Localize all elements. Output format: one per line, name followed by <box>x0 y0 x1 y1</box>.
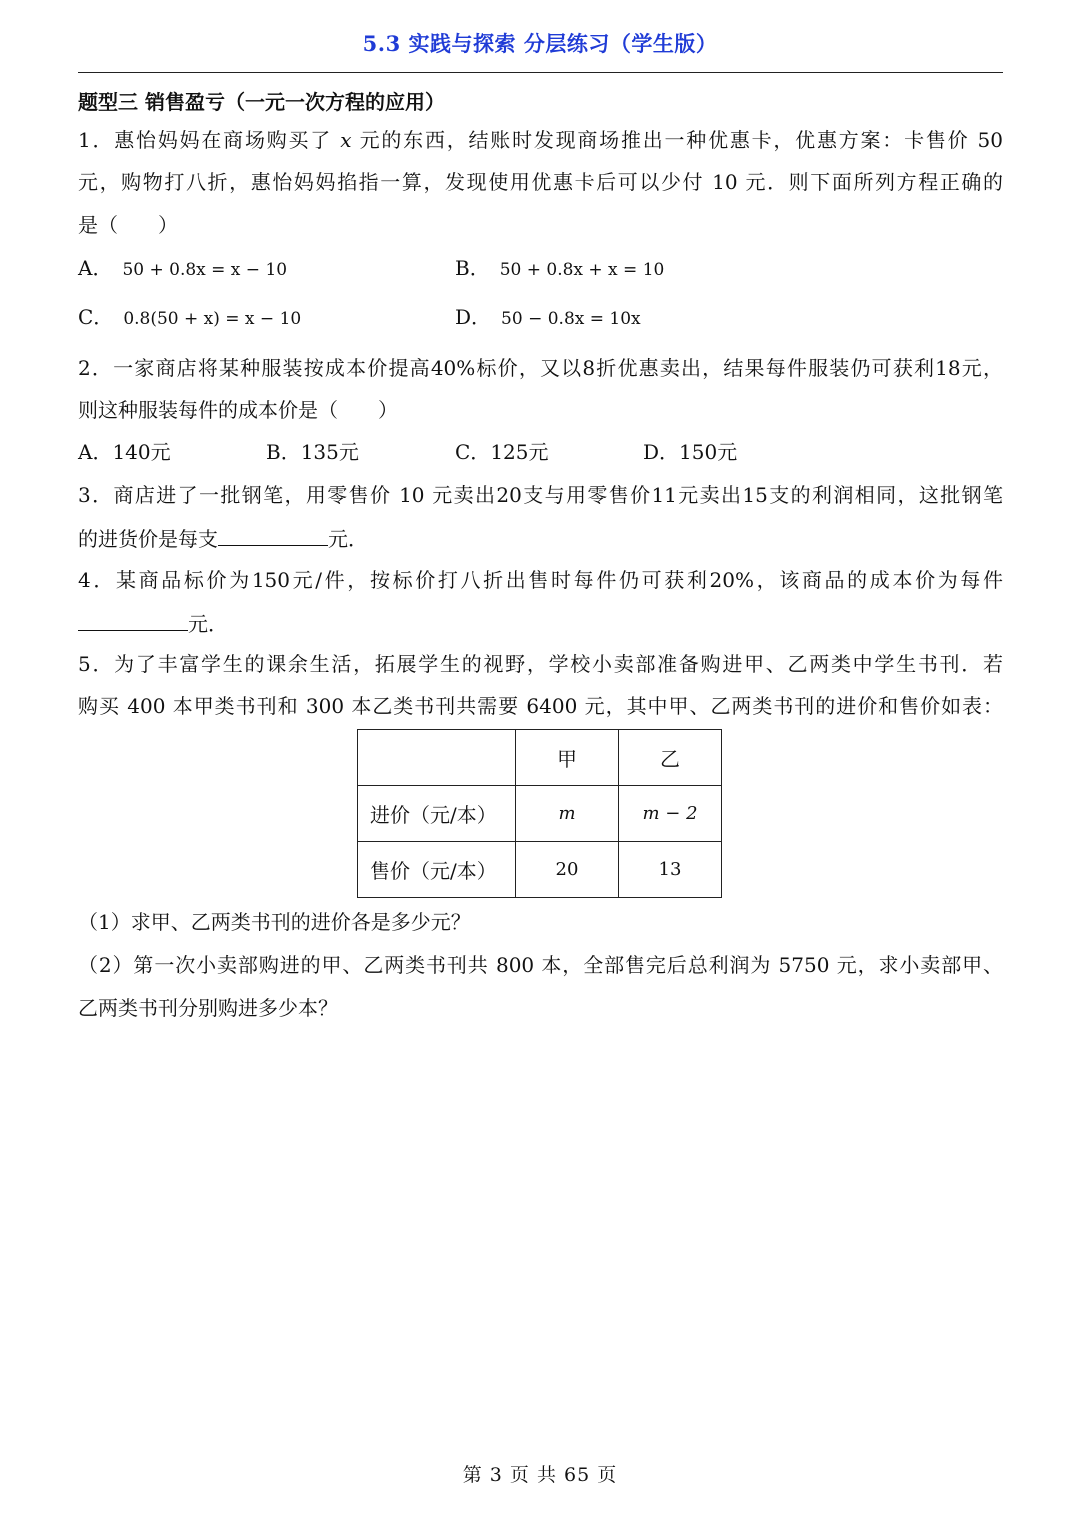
price-table <box>357 729 722 898</box>
q1-line-1 <box>78 126 1003 154</box>
option-value: 125元 <box>490 440 549 464</box>
option-value: 135元 <box>300 440 359 464</box>
option-expression: 0.8(50 + x) = x − 10 <box>123 309 302 329</box>
document-title: 5.3 实践与探索 分层练习（学生版） <box>362 31 718 56</box>
q1-line-3: 是（ ） <box>78 213 178 237</box>
q1-line-2: 元，购物打八折，惠怡妈妈掐指一算，发现使用优惠卡后可以少付 10 元．则下面所列方程正确的 <box>78 170 1003 194</box>
q3-line-1: 3．商店进了一批钢笔，用零售价 10 元卖出20支与用零售价11元卖出15支的利润相同，这批钢笔 <box>78 483 1003 507</box>
q1-option-c <box>78 303 301 333</box>
option-value: 150元 <box>679 440 738 464</box>
option-label: D． <box>455 305 492 329</box>
option-label: D． <box>643 440 680 464</box>
option-value: 140元 <box>112 440 171 464</box>
q3-unit: 元． <box>328 527 368 551</box>
table-row-label: 售价（元/本） <box>358 842 516 898</box>
q4-line-2 <box>78 608 228 638</box>
table-cell-jia: 20 <box>516 842 619 898</box>
option-label: B． <box>266 440 301 464</box>
q1-option-b <box>455 254 664 284</box>
q2-option-d <box>643 438 737 466</box>
option-label: A． <box>78 256 113 280</box>
option-label: C． <box>78 305 114 329</box>
option-expression: 50 − 0.8x = 10x <box>501 309 641 329</box>
table-corner-cell <box>358 730 516 786</box>
q3-text: 的进货价是每支 <box>78 527 218 551</box>
q1-variable: x <box>340 128 352 152</box>
table-row-label: 进价（元/本） <box>358 786 516 842</box>
q1-text-a: 1．惠怡妈妈在商场购买了 <box>78 128 341 152</box>
option-label: B． <box>455 256 490 280</box>
header-divider <box>78 72 1003 73</box>
table-header-row <box>358 730 722 786</box>
q1-option-a <box>78 254 287 284</box>
q5-line-2: 购买 400 本甲类书刊和 300 本乙类书刊共需要 6400 元，其中甲、乙两类书刊的进价和售价如表： <box>78 694 1003 718</box>
option-expression: 50 + 0.8x = x − 10 <box>122 260 288 280</box>
table-row <box>358 842 722 898</box>
page-number: 第 3 页 共 65 页 <box>462 1464 618 1486</box>
q4-unit: 元． <box>188 612 228 636</box>
q2-line-2: 则这种服装每件的成本价是（ ） <box>78 398 398 422</box>
q3-answer-blank[interactable] <box>218 523 328 546</box>
q5-sub-2-line-1: （2）第一次小卖部购进的甲、乙两类书刊共 800 本，全部售完后总利润为 5750 元，求小卖部甲、 <box>78 953 1003 977</box>
q4-answer-blank[interactable] <box>78 608 188 631</box>
table-cell-jia: m <box>516 786 619 842</box>
q1-text-b: 元的东西，结账时发现商场推出一种优惠卡，优惠方案：卡售价 50 <box>351 128 1003 152</box>
option-expression: 50 + 0.8x + x = 10 <box>499 260 665 280</box>
q5-sub-2-line-2: 乙两类书刊分别购进多少本？ <box>78 996 338 1020</box>
q1-option-d <box>455 303 641 333</box>
table-cell-yi: 13 <box>619 842 722 898</box>
q2-option-b <box>266 438 359 466</box>
table-header-jia: 甲 <box>516 730 619 786</box>
table-row <box>358 786 722 842</box>
q5-sub-1: （1）求甲、乙两类书刊的进价各是多少元？ <box>78 910 471 934</box>
q2-line-1: 2．一家商店将某种服装按成本价提高40%标价，又以8折优惠卖出，结果每件服装仍可获利18元， <box>78 356 1003 380</box>
q4-line-1: 4．某商品标价为150元/件，按标价打八折出售时每件仍可获利20%，该商品的成本价为每件 <box>78 568 1003 592</box>
table-header-yi: 乙 <box>619 730 722 786</box>
table-cell-yi: m − 2 <box>619 786 722 842</box>
section-heading: 题型三 销售盈亏（一元一次方程的应用） <box>78 90 445 114</box>
q2-option-a <box>78 438 171 466</box>
option-label: A． <box>78 440 113 464</box>
q5-line-1: 5．为了丰富学生的课余生活，拓展学生的视野，学校小卖部准备购进甲、乙两类中学生书刊．若 <box>78 652 1003 676</box>
q2-option-c <box>455 438 549 466</box>
q3-line-2 <box>78 523 368 553</box>
option-label: C． <box>455 440 491 464</box>
